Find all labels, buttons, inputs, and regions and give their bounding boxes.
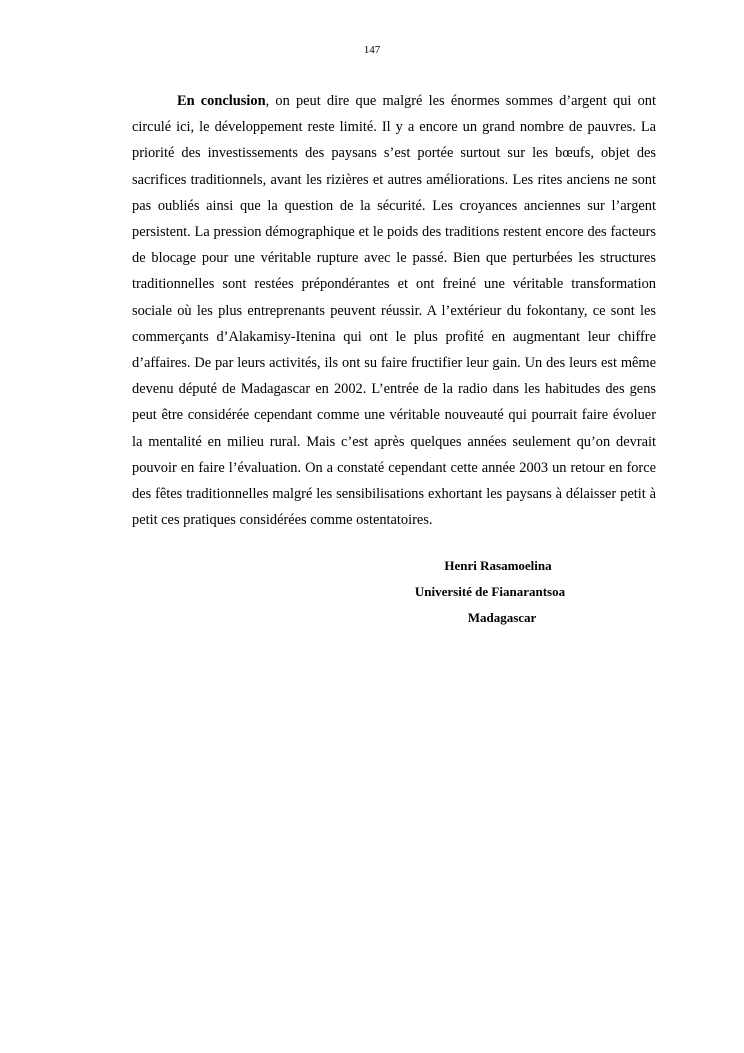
conclusion-lead: En conclusion [177, 93, 266, 109]
conclusion-paragraph [132, 88, 656, 533]
page-number: 147 [363, 44, 381, 56]
author-institution: Université de Fianarantsoa [414, 584, 566, 599]
author-country: Madagascar [467, 610, 537, 625]
author-name: Henri Rasamoelina [444, 558, 552, 573]
conclusion-text: , on peut dire que malgré les énormes sommes d’argent qui ont circulé ici, le développement reste limité. Il y a encore un grand nombre de pauvres. La priorité des investissements des paysans s’est portée surtout sur les bœufs, objet des sacrifices traditionnels, avant les rizières et autres améliorations. Les rites anciens ne sont pas oubliés ainsi que la question de la sécurité. Les croyances anciennes sur l’argent persistent. La pression démographique et le poids des traditions restent encore des facteurs de blocage pour une véritable rupture avec le passé. Bien que perturbées les structures traditionnelles sont restées prépondérantes et ont freiné une véritable transformation sociale où les plus entreprenants peuvent réussir. A l’extérieur du fokontany, ce sont les commerçants d’Alakamisy-Itenina qui ont le plus profité en augmentant leur chiffre d’affaires. De par leurs activités, ils ont su faire fructifier leur gain. Un des leurs est même devenu député de Madagascar en 2002. L’entrée de la radio dans les habitudes des gens peut être considérée cependant comme une véritable nouveauté qui pourrait faire évoluer la mentalité en milieu rural. Mais c’est après quelques années seulement qu’on devrait pouvoir en faire l’évaluation. On a constaté cependant cette année 2003 un retour en force des fêtes traditionnelles malgré les sensibilisations exhortant les paysans à délaisser petit à petit ces pratiques considérées comme ostentatoires. [132, 93, 656, 529]
signature-block [398, 553, 598, 631]
